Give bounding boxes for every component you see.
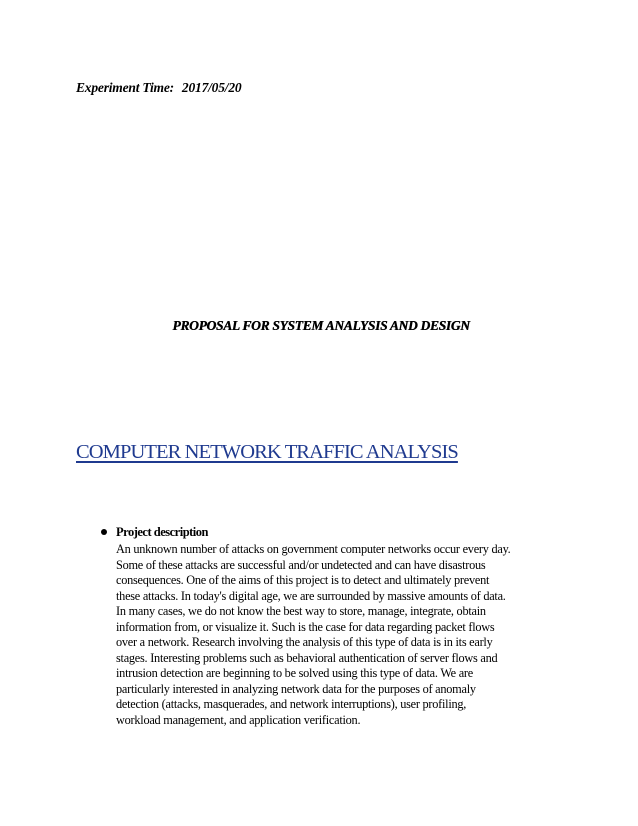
paragraph-line: particularly interested in analyzing network data for the purposes of anomaly [116,681,476,696]
description-paragraph [116,542,583,728]
paragraph-line: An unknown number of attacks on government computer networks occur every day. [116,542,511,556]
paragraph-line: over a network. Research involving the analysis of this type of data is in its early [116,635,493,649]
project-description-section [98,524,583,728]
experiment-time [76,80,241,96]
bullet-icon [101,529,107,535]
document-title: COMPUTER NETWORK TRAFFIC ANALYSIS [76,441,458,463]
paragraph-line: In many cases, we do not know the best way to store, manage, integrate, obtain [116,604,486,618]
paragraph-line: detection (attacks, masquerades, and network interruptions), user profiling, [116,697,467,711]
section-heading-text: Project description [116,525,208,539]
paragraph-line: these attacks. In today's digital age, we are surrounded by massive amounts of data. [116,588,506,603]
paragraph-line: Some of these attacks are successful and/or undetected and can have disastrous [116,557,486,572]
section-heading [98,524,583,540]
experiment-time-date: 2017/05/20 [181,80,242,95]
paragraph-line: workload management, and application verification. [116,712,361,727]
paragraph-line: consequences. One of the aims of this project is to detect and ultimately prevent [116,573,490,587]
proposal-title: PROPOSAL FOR SYSTEM ANALYSIS AND DESIGN [172,318,470,333]
experiment-time-label: Experiment Time: [76,80,174,95]
paragraph-line: information from, or visualize it. Such is the case for data regarding packet flows [116,619,495,634]
paragraph-line: stages. Interesting problems such as behavioral authentication of server flows and [116,650,498,665]
paragraph-line: intrusion detection are beginning to be solved using this type of data. We are [116,666,473,680]
